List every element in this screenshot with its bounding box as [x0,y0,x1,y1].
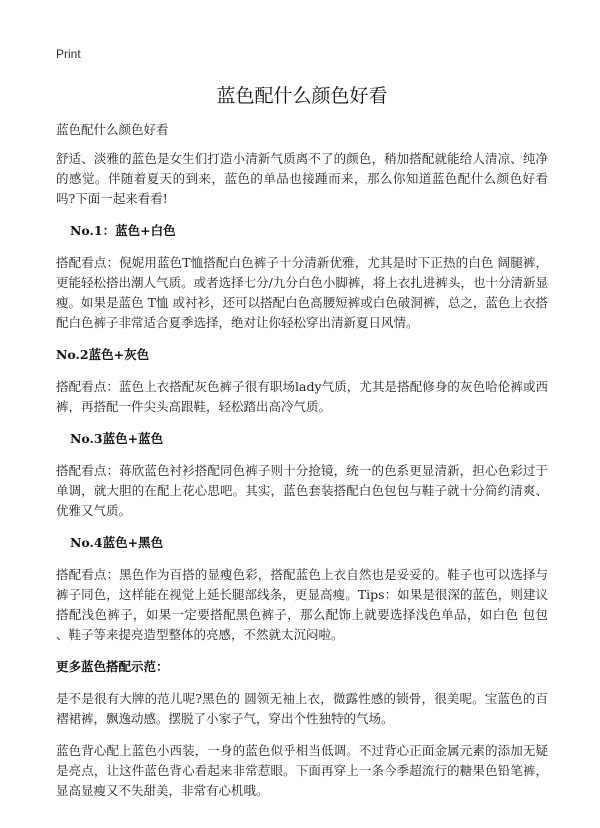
article-body [56,149,548,813]
more-example-paragraph: 是不是很有大牌的范儿呢?黑色的 圆领无袖上衣，微露性感的锁骨，很美呢。宝蓝色的百褶裙裤，飘逸动感。摆脱了小家子气，穿出个性独特的气场。 [56,691,548,726]
intro-paragraph: 舒适、淡雅的蓝色是女生们打造小清新气质离不了的颜色，稍加搭配就能给人清凉、纯净的感觉。伴随着夏天的到来，蓝色的单品也接踵而来，那么你知道蓝色配什么颜色好看吗?下面一起来看看! [56,151,548,206]
print-link[interactable]: Print [56,47,81,61]
section-heading-blue-blue: No.3蓝色+蓝色 [70,431,164,446]
section-text-blue-black: 搭配看点：黑色作为百搭的显瘦色彩，搭配蓝色上衣自然也是妥妥的。鞋子也可以选择与裤子同色，这样能在视觉上延长腿部线条，更显高瘦。Tips：如果是很深的蓝色，则建议搭配浅色裤子，如果一定要搭配黑色裤子，那么配饰上就要选择浅色单品，如白色 包包 、鞋子等来提亮造型整体的亮感，不然就太沉闷啦。 [56,567,548,642]
more-example-paragraph: 蓝色背心配上蓝色小西装，一身的蓝色似乎相当低调。不过背心正面金属元素的添加无疑是亮点，让这件蓝色背心看起来非常惹眼。下面再穿上一条今季超流行的糖果色铅笔裤，显高显瘦又不失甜美，非常有心机哦。 [56,743,548,798]
more-examples-heading: 更多蓝色搭配示范： [56,659,169,674]
section-text-blue-white: 搭配看点：倪妮用蓝色T恤搭配白色裤子十分清新优雅，尤其是时下正热的白色 阔腿裤，更能轻松搭出潮人气质。或者选择七分/九分白色小脚裤，将上衣扎进裤头，也十分清新显瘦。如果是蓝色 T恤 或衬衫，还可以搭配白色高腰短裤或白色破洞裤，总之，蓝色上衣搭配白色裤子非常适合夏季选择，绝对让你轻松穿出清新夏日风情。 [56,255,548,330]
article-subtitle: 蓝色配什么颜色好看 [56,122,169,137]
section-text-blue-blue: 搭配看点：蒋欣蓝色衬衫搭配同色裤子则十分抢镜，统一的色系更显清新，担心色彩过于单调，就大胆的在配上花心思吧。其实，蓝色套装搭配白色包包与鞋子就十分简约清爽、优雅又气质。 [56,463,548,518]
section-heading-blue-white: No.1：蓝色+白色 [70,223,176,238]
page-title: 蓝色配什么颜色好看 [216,85,388,107]
section-heading-blue-black: No.4蓝色+黑色 [70,535,164,550]
section-heading-blue-gray: No.2蓝色+灰色 [56,347,150,362]
section-text-blue-gray: 搭配看点：蓝色上衣搭配灰色裤子很有职场lady气质，尤其是搭配修身的灰色哈伦裤或西裤，再搭配一件尖头高跟鞋，轻松踏出高冷气质。 [56,379,548,414]
